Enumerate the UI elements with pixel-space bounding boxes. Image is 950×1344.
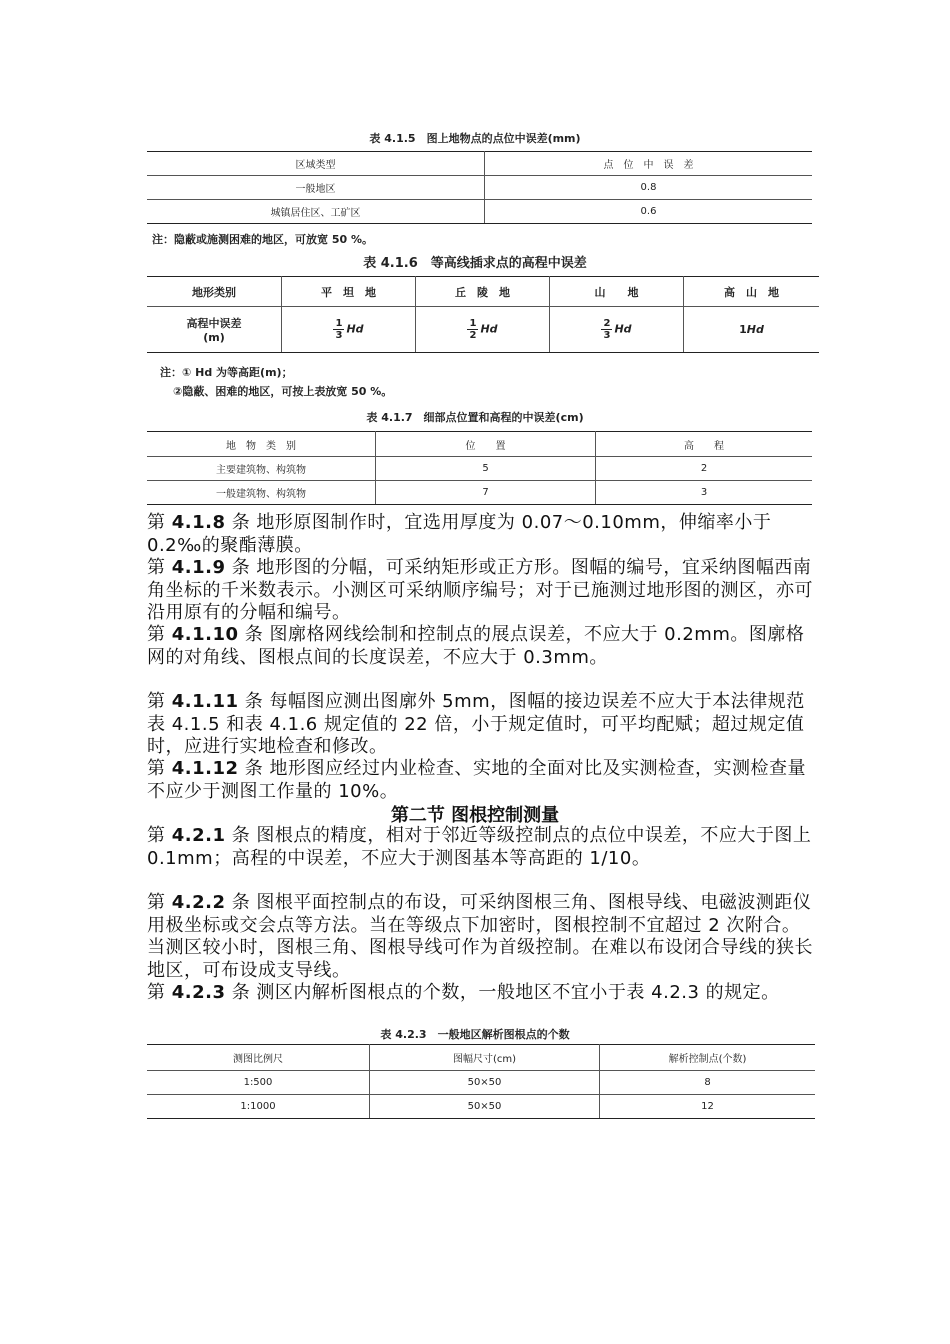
table-4-1-5 <box>147 151 812 224</box>
table-row <box>147 176 812 200</box>
table-header-cell: 高 山 地 <box>684 277 820 307</box>
clause-4-1-11: 第 4.1.11 条 每幅图应测出图廓外 5mm，图幅的接边误差不应大于本法律规范表 4.1.5 和表 4.1.6 规定值的 22 倍，小于规定值时，可平均配赋；超过规定值时，应进行实地检查和修改。 <box>147 691 805 757</box>
table-cell: 1:1000 <box>147 1095 370 1119</box>
table-cell: 50×50 <box>370 1071 600 1095</box>
table-cell: 主要建筑物、构筑物 <box>147 457 376 481</box>
row-label-unit: (m) <box>203 331 225 344</box>
table-header-cell: 地形类别 <box>147 277 282 307</box>
table-header-cell: 高 程 <box>596 432 813 457</box>
table-cell: 一般地区 <box>147 176 485 200</box>
table-note: 注：隐蔽或施测困难的地区，可放宽 50 %。 <box>152 233 373 246</box>
table-header-cell: 测图比例尺 <box>147 1045 370 1071</box>
table-cell: 3 <box>596 481 813 505</box>
section-title: 第二节 图根控制测量 <box>390 805 560 826</box>
table-cell: $\frac{2}{3}$ Hd <box>550 307 684 353</box>
table-caption: 表 4.1.6 等高线插求点的高程中误差 <box>363 256 587 271</box>
table-caption: 表 4.1.7 细部点位置和高程的中误差(cm) <box>366 411 584 424</box>
table-caption: 表 4.2.3 一般地区解析图根点的个数 <box>380 1028 570 1041</box>
table-header-cell: 地 物 类 别 <box>147 432 376 457</box>
clause-4-2-2: 第 4.2.2 条 图根平面控制点的布设，可采纳图根三角、图根导线、电磁波测距仪用极坐标或交会点等方法。当在等级点下加密时，图根控制不宜超过 2 次附合。当测区较小时，图根三角、图根导线可作为首级控制。在难以布设闭合导线的狭长地区，可布设成支导线。 <box>147 892 813 981</box>
table-header-cell: 平 坦 地 <box>282 277 416 307</box>
table-row <box>147 1071 815 1095</box>
table-cell: 1:500 <box>147 1071 370 1095</box>
table-caption: 表 4.1.5 图上地物点的点位中误差(mm) <box>369 132 581 145</box>
table-header-cell: 点 位 中 误 差 <box>485 152 813 176</box>
clause-4-1-9: 第 4.1.9 条 地形图的分幅，可采纳矩形或正方形。图幅的编号，宜采纳图幅西南角坐标的千米数表示。小测区可采纳顺序编号；对于已施测过地形图的测区，亦可沿用原有的分幅和编号。 <box>147 557 813 623</box>
table-cell <box>147 307 282 353</box>
table-cell: 1Hd <box>684 307 820 353</box>
table-header-cell: 丘 陵 地 <box>416 277 550 307</box>
fraction: $\frac{2}{3}$ <box>603 318 611 341</box>
table-cell: 2 <box>596 457 813 481</box>
table-4-2-3 <box>147 1044 815 1119</box>
table-4-1-6 <box>147 276 819 353</box>
table-cell: 城镇居住区、工矿区 <box>147 200 485 224</box>
table-note: ②隐蔽、困难的地区，可按上表放宽 50 %。 <box>173 385 393 398</box>
table-header-cell: 图幅尺寸(cm) <box>370 1045 600 1071</box>
row-label: 高程中误差 <box>186 317 242 330</box>
clause-4-1-8: 第 4.1.8 条 地形原图制作时，宜选用厚度为 0.07～0.10mm，伸缩率小于 0.2‰的聚酯薄膜。 <box>147 512 772 556</box>
table-header-cell: 区域类型 <box>147 152 485 176</box>
fraction: $\frac{1}{2}$ <box>469 318 477 341</box>
table-cell: 7 <box>376 481 596 505</box>
table-row <box>147 481 812 505</box>
clause-4-1-10: 第 4.1.10 条 图廓格网线绘制和控制点的展点误差，不应大于 0.2mm。图廓格网的对角线、图根点间的长度误差，不应大于 0.3mm。 <box>147 624 805 668</box>
table-cell: 50×50 <box>370 1095 600 1119</box>
table-cell: $\frac{1}{3}$ Hd <box>282 307 416 353</box>
table-cell: 一般建筑物、构筑物 <box>147 481 376 505</box>
table-row <box>147 200 812 224</box>
table-header-cell: 山 地 <box>550 277 684 307</box>
clause-4-2-1: 第 4.2.1 条 图根点的精度，相对于邻近等级控制点的点位中误差，不应大于图上 0.1mm；高程的中误差，不应大于测图基本等高距的 1/10。 <box>147 825 812 869</box>
table-cell: 12 <box>600 1095 816 1119</box>
table-row <box>147 1095 815 1119</box>
table-row <box>147 457 812 481</box>
table-cell: 0.6 <box>485 200 813 224</box>
table-header-cell: 解析控制点(个数) <box>600 1045 816 1071</box>
table-note: 注：① Hd 为等高距(m)； <box>160 366 293 379</box>
table-cell: 0.8 <box>485 176 813 200</box>
clause-4-2-3: 第 4.2.3 条 测区内解析图根点的个数，一般地区不宜小于表 4.2.3 的规定。 <box>147 982 780 1003</box>
table-cell: 8 <box>600 1071 816 1095</box>
table-row <box>147 307 819 353</box>
fraction: $\frac{1}{3}$ <box>335 318 343 341</box>
table-header-cell: 位 置 <box>376 432 596 457</box>
table-cell: $\frac{1}{2}$ Hd <box>416 307 550 353</box>
clause-4-1-12: 第 4.1.12 条 地形图应经过内业检查、实地的全面对比及实测检查，实测检查量不应少于测图工作量的 10%。 <box>147 758 806 802</box>
table-cell: 5 <box>376 457 596 481</box>
table-4-1-7 <box>147 431 812 505</box>
